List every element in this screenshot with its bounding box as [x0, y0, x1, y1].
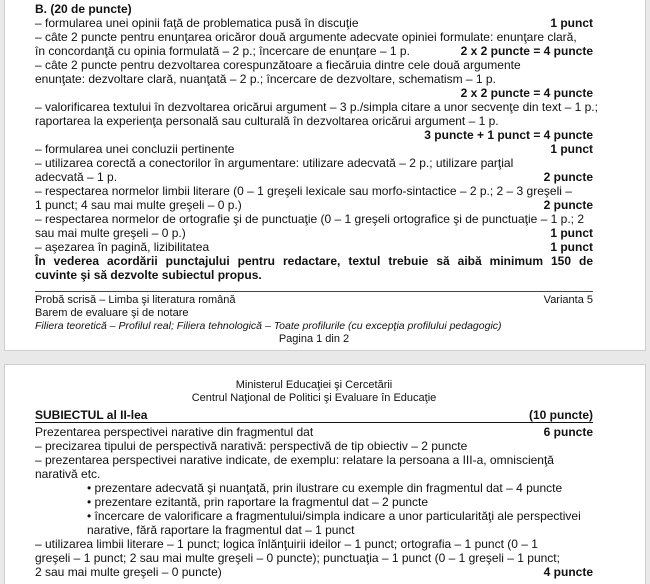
- page-1-footer: [35, 291, 593, 346]
- line-row: [35, 156, 593, 170]
- header-ministry: Ministerul Educaţiei şi Cercetării: [235, 379, 393, 391]
- subject-title: SUBIECTUL al II-lea: [35, 408, 148, 422]
- line-row: [35, 198, 593, 212]
- line-text: raportarea la experienţa personală sau culturală în dezvoltarea oricărui argument – 1 p.: [35, 114, 499, 128]
- line-text: adecvată – 1 p.: [35, 170, 118, 184]
- line-row: [35, 565, 593, 579]
- line-text: • prezentare ezitantă, prin raportare la fragmentul dat – 2 puncte: [87, 495, 429, 509]
- line-text: – câte 2 puncte pentru enunţarea oricăror două argumente adecvate opiniei formulate: enunţare clară,: [35, 30, 577, 44]
- line-points: 3 puncte + 1 punct = 4 puncte: [424, 128, 593, 142]
- line-row: [35, 100, 598, 114]
- line-row: [35, 86, 593, 100]
- line-points: 2 x 2 puncte = 4 puncte: [460, 44, 593, 58]
- line-text: 1 punct; 4 sau mai multe greşeli – 0 p.): [35, 198, 242, 212]
- scoring-lines: [35, 16, 598, 254]
- line-row: [35, 16, 593, 30]
- line-row: [35, 44, 593, 58]
- line-text: în concordanţă cu opinia formulată – 2 p.; încercare de enunţare – 1 p.: [35, 44, 410, 58]
- line-row: [35, 128, 593, 142]
- line-row: [35, 439, 593, 453]
- footer-filiera: Filiera teoretică – Profilul real; Filiera tehnologică – Toate profilurile (cu excepţia profilului pedagogic): [35, 320, 502, 332]
- footer-page-number: Pagina 1 din 2: [278, 333, 350, 345]
- line-row: [35, 240, 593, 254]
- line-text: greşeli – 1 punct; 2 sau mai multe greşeli – 0 puncte); punctuaţia – 1 punct (0 – 1 greşeli – 1 punct;: [35, 551, 560, 565]
- line-points: 2 puncte: [543, 198, 593, 212]
- header-center: Centrul Naţional de Politici şi Evaluare în Educaţie: [191, 392, 437, 404]
- line-text: – formularea unei opinii faţă de problematica pusă în discuţie: [35, 16, 359, 30]
- footer-barem: Barem de evaluare şi de notare: [35, 307, 189, 319]
- subject-header: [35, 408, 593, 423]
- line-points: 1 punct: [550, 16, 593, 30]
- line-points: 6 puncte: [543, 425, 593, 439]
- line-text: – precizarea tipului de perspectivă narativă: perspectivă de tip obiectiv – 2 puncte: [35, 439, 468, 453]
- note-line-2: cuvinte şi să dezvolte subiectul propus.: [35, 268, 262, 282]
- line-text: – câte 2 puncte pentru dezvoltarea corespunzătoare a fiecăruia dintre cele două argumente: [35, 58, 521, 72]
- line-row: [35, 453, 593, 467]
- line-text: – utilizarea corectă a conectorilor în argumentare: utilizare adecvată – 2 p.; utilizare parţial: [35, 156, 514, 170]
- page-2: [4, 364, 646, 584]
- line-row: [35, 551, 593, 565]
- line-row: [35, 425, 593, 439]
- line-row: [35, 495, 593, 509]
- section-title: B. (20 de puncte): [35, 2, 132, 16]
- line-row: [35, 226, 593, 240]
- line-points: 2 puncte: [543, 170, 593, 184]
- subject-lines: [35, 425, 593, 579]
- footer-exam: Probă scrisă – Limba şi literatura română: [35, 294, 236, 306]
- line-row: [35, 537, 593, 551]
- line-text: Prezentarea perspectivei narative din fragmentul dat: [35, 425, 314, 439]
- footer-divider: [35, 291, 593, 292]
- line-row: [35, 114, 593, 128]
- note-line-1: În vederea acordării punctajului pentru redactare, textul trebuie să aibă minimum 150 de: [35, 254, 593, 268]
- line-text: enunţate: dezvoltare clară, nuanţată – 2 p.; încercare de dezvoltare, schematism – 1 p.: [35, 72, 496, 86]
- footer-variant: Varianta 5: [543, 294, 593, 306]
- line-row: [35, 481, 593, 495]
- page-1: [4, 0, 646, 351]
- line-points: 4 puncte: [543, 565, 593, 579]
- line-text: • prezentare adecvată şi nuanţată, prin ilustrare cu exemple din fragmentul dat – 4 puncte: [87, 481, 563, 495]
- subject-points: (10 puncte): [528, 408, 593, 422]
- line-points: 1 punct: [550, 240, 593, 254]
- line-text: narativă etc.: [35, 467, 101, 481]
- line-text: 2 sau mai multe greşeli – 0 puncte): [35, 565, 222, 579]
- line-points: 2 x 2 puncte = 4 puncte: [460, 86, 593, 100]
- line-text: – prezentarea perspectivei narative indicate, de exemplu: relatare la persoana a III-a, omniscienţă: [35, 453, 554, 467]
- line-text: narative, fără raportare la fragmentul dat – 1 punct: [87, 523, 355, 537]
- line-text: – valorificarea textului în dezvoltarea oricărui argument – 3 p./simpla citare a unor secvenţe din text – 1 p.;: [35, 100, 598, 114]
- line-text: – utilizarea limbii literare – 1 punct; logica înlănţuirii ideilor – 1 punct; ortografia – 1 punct (0 – 1: [35, 537, 538, 551]
- line-text: – aşezarea în pagină, lizibilitatea: [35, 240, 210, 254]
- line-row: [35, 58, 593, 72]
- line-text: • încercare de valorificare a fragmentului/simpla indicare a unor particularităţi ale perspectivei: [87, 509, 581, 523]
- line-row: [35, 509, 593, 523]
- page-1-body: [35, 2, 598, 282]
- line-text: – respectarea normelor de ortografie şi de punctuaţie (0 – 1 greşeli ortografice şi de punctuaţie – 1 p.; 2: [35, 212, 584, 226]
- line-text: – respectarea normelor limbii literare (0 – 1 greşeli lexicale sau morfo-sintactice – 2 p.; 2 – 3 greşeli –: [35, 184, 572, 198]
- line-row: [35, 184, 593, 198]
- line-row: [35, 72, 593, 86]
- line-row: [35, 30, 593, 44]
- line-row: [35, 142, 593, 156]
- line-points: 1 punct: [550, 226, 593, 240]
- line-row: [35, 523, 593, 537]
- line-text: – formularea unei concluzii pertinente: [35, 142, 235, 156]
- line-row: [35, 467, 593, 481]
- line-text: sau mai multe greşeli – 0 p.): [35, 226, 186, 240]
- line-points: 1 punct: [550, 142, 593, 156]
- line-row: [35, 212, 593, 226]
- page-2-body: [35, 379, 593, 579]
- line-row: [35, 170, 593, 184]
